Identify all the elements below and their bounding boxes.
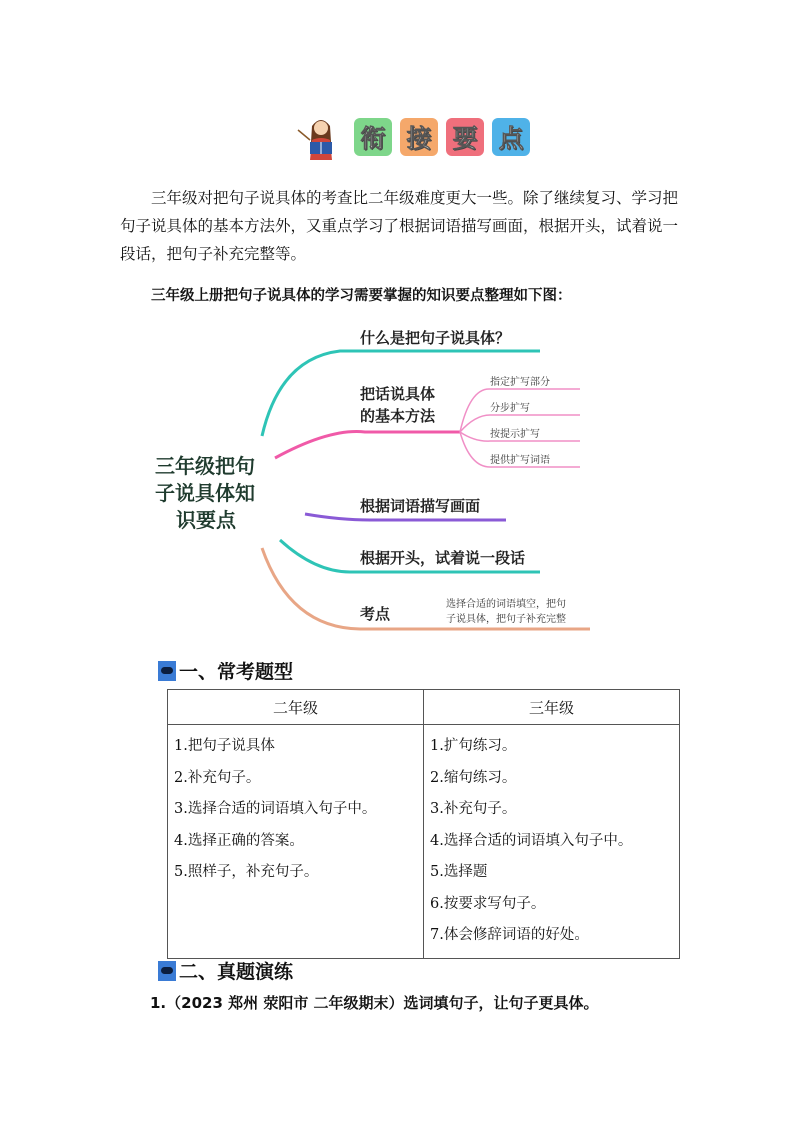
mindmap-center-line-1: 三年级把句 [155,454,255,478]
list-item: 3.选择合适的词语填入句子中。 [174,801,377,817]
branch-paragraph: 根据开头，试着说一段话 [360,549,526,567]
section-title: 二、真题演练 [179,961,294,983]
pen-icon [158,661,176,681]
list-item: 2.补充句子。 [174,769,261,786]
question-types-table [167,689,680,959]
table-header: 二年级 [168,690,424,725]
intro-paragraph: 三年级对把句子说具体的考查比二年级难度更大一些。除了继续复习、学习把句子说具体的基本方法外，又重点学习了根据词语描写画面，根据开头，试着说一段话，把句子补充完整等。 [120,189,679,263]
section-heading-1 [158,657,293,684]
branch-describe-scene: 根据词语描写画面 [360,497,481,515]
branch-method-line-2: 的基本方法 [360,407,436,425]
list-item: 3.补充句子。 [430,801,517,817]
sub-branch-2: 分步扩写 [490,403,530,414]
branch-method-line-1: 把话说具体 [360,385,436,403]
question-1: 1.（2023 郑州 荥阳市 二年级期末）选词填句子，让句子更具体。 [150,994,599,1012]
list-item: 2.缩句练习。 [430,769,517,786]
list-item: 7.体会修辞词语的好处。 [430,927,589,943]
banner-tile-2: 接 [400,118,438,156]
header-banner [296,112,530,162]
banner-tile-1: 衔 [354,118,392,156]
summary-line: 三年级上册把句子说具体的学习需要掌握的知识要点整理如下图： [151,288,572,304]
knowledge-mindmap [140,318,600,638]
branch-exam-points: 考点 [360,605,391,623]
list-item: 1.把句子说具体 [174,738,275,754]
list-item: 6.按要求写句子。 [430,895,546,912]
grade-two-cell [168,725,424,959]
branch-what-is: 什么是把句子说具体？ [360,329,511,347]
pen-icon [158,961,176,981]
sub-branch-1: 指定扩写部分 [490,377,550,388]
teacher-reading-icon [296,112,346,162]
banner-tile-4: 点 [492,118,530,156]
list-item: 5.照样子，补充句子。 [174,864,319,880]
sub-branch-3: 按提示扩写 [490,429,540,440]
list-item: 1.扩句练习。 [430,738,517,754]
list-item: 5.选择题 [430,864,488,880]
section-title: 一、常考题型 [179,661,294,683]
list-item: 4.选择合适的词语填入句子中。 [430,832,633,849]
grade-three-cell [424,725,680,959]
sub-branch-4: 提供扩写词语 [490,455,550,466]
banner-tile-3: 要 [446,118,484,156]
table-header: 三年级 [424,690,680,725]
exam-note-line-1: 选择合适的词语填空，把句 [446,599,566,610]
mindmap-center-line-2: 子说具体知 [155,481,255,505]
exam-note-line-2: 子说具体，把句子补充完整 [446,614,566,625]
mindmap-center-line-3: 识要点 [176,508,236,532]
section-heading-2 [158,957,293,984]
list-item: 4.选择正确的答案。 [174,832,304,849]
